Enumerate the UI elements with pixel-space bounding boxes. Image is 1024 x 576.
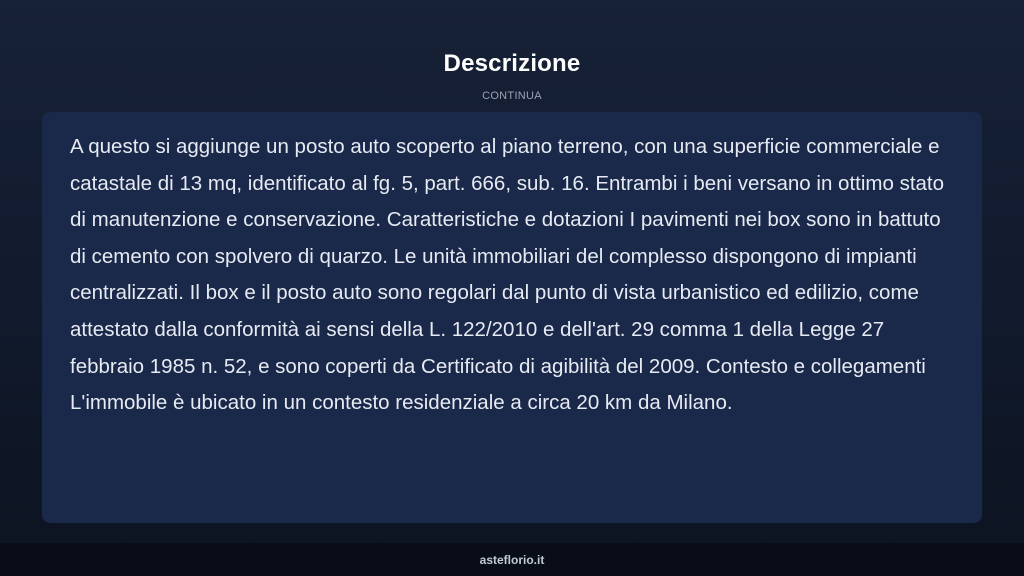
page-title: Descrizione — [443, 50, 581, 77]
site-name: asteflorio.it — [479, 553, 545, 567]
page-header — [0, 0, 1024, 112]
description-text: A questo si aggiunge un posto auto scoperto al piano terreno, con una superficie commerciale e catastale di 13 mq, identificato al fg. 5, part. 666, sub. 16. Entrambi i beni versano in ottimo stato di manutenzione e conservazione. Caratteristiche e dotazioni I pavimenti nei box sono in battuto di cemento con spolvero di quarzo. Le unità immobiliari del complesso dispongono di impianti centralizzati. Il box e il posto auto sono regolari dal punto di vista urbanistico ed edilizio, come attestato dalla conformità ai sensi della L. 122/2010 e dell'art. 29 comma 1 della Legge 27 febbraio 1985 n. 52, e sono coperti da Certificato di agibilità del 2009. Contesto e collegamenti L'immobile è ubicato in un contesto residenziale a circa 20 km da Milano. — [70, 135, 945, 415]
continued-label: CONTINUA — [482, 90, 542, 102]
description-card — [42, 112, 982, 523]
footer-bar — [0, 543, 1024, 576]
